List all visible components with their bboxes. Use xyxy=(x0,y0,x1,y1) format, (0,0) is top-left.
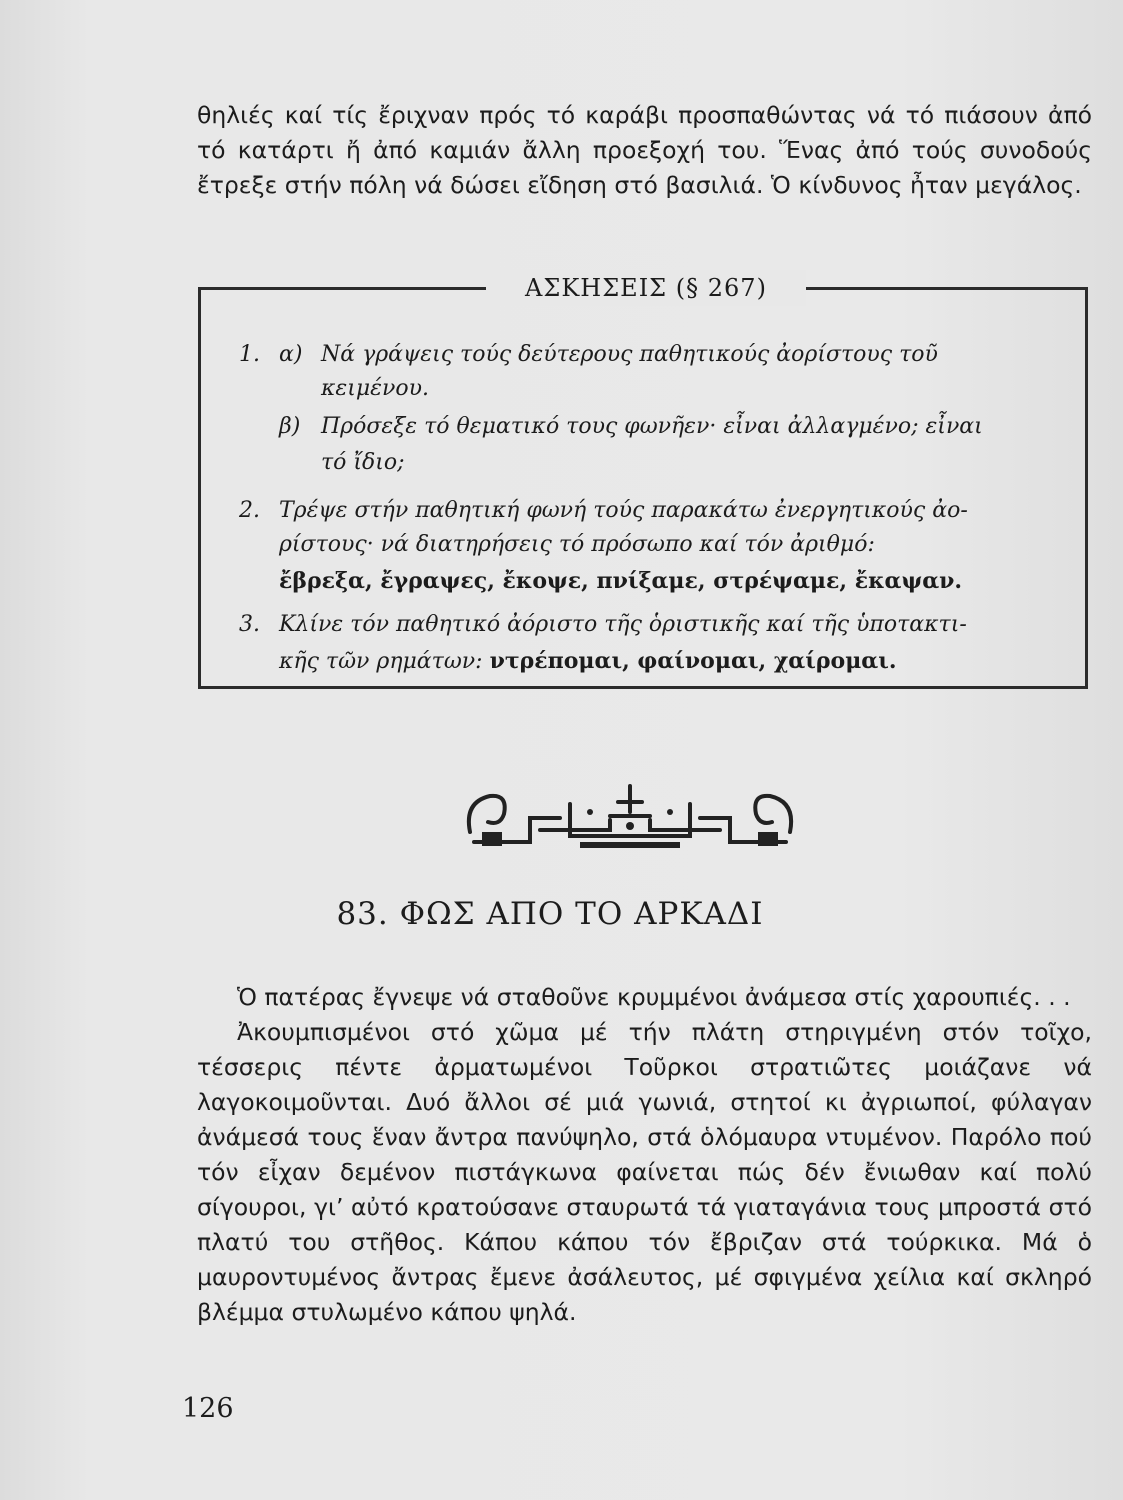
section-title: 83. ΦΩΣ ΑΠΟ ΤΟ ΑΡΚΑΔΙ xyxy=(336,896,764,932)
exercise-1a xyxy=(239,338,1049,372)
main-paragraph: Ἀκουμπισμένοι στό χῶμα μέ τήν πλάτη στηριγμένη στόν τοῖχο, τέσσερις πέντε ἀρματωμένοι Τοῦρκοι στρατιῶτες μοιάζανε νά λαγοκοιμοῦνται. Δυό ἄλλοι σέ μιά γωνιά, στητοί κι ἀγριωποί, φύλαγαν ἀνάμεσά τους ἕναν ἄντρα πανύψηλο, στά ὁλόμαυρα ντυμένον. Παρόλο πού τόν εἶχαν δεμένον πιστάγκωνα φαίνεται πώς δέν ἔνιωθαν καί πολύ σίγουροι, γι’ αὐτό κρατούσανε σταυρωτά τά γιαταγάνια τους μπροστά στό πλατύ του στῆθος. Κάπου κάπου τόν ἔβριζαν στά τούρκικα. Μά ὁ μαυροντυμένος ἄντρας ἔμενε ἀσάλευτος, μέ σφιγμένα χείλια καί σκληρό βλέμμα στυλωμένο κάπου ψηλά. xyxy=(197,1018,1092,1326)
top-paragraph-text: θηλιές καί τίς ἔριχναν πρός τό καράβι προσπαθώντας νά τό πιάσουν ἀπό τό κατάρτι ἤ ἀπό καμιάν ἄλλη προεξοχή του. Ἕνας ἀπό τούς συνοδούς ἔτρεξε στήν πόλη νά δώσει εἴδηση στό βασιλιά. Ὁ κίνδυνος ἦταν μεγάλος. xyxy=(197,101,1092,199)
exercise-sub-label: β) xyxy=(279,414,301,439)
exercise-2-cont xyxy=(279,528,1049,562)
exercise-text: κῆς τῶν ρημάτων: xyxy=(279,649,483,674)
exercise-verbs: ἔβρεξα, ἔγραψες, ἔκοψε, πνίξαμε, στρέψαμε, ἔκαψαν. xyxy=(279,568,963,594)
exercise-verbs: ντρέπομαι, φαίνομαι, χαίρομαι. xyxy=(489,648,897,674)
exercise-text: Τρέψε στήν παθητική φωνή τούς παρακάτω ἐνεργητικούς ἀο- xyxy=(279,498,968,523)
exercise-number: 2. xyxy=(239,498,260,523)
exercise-2-words xyxy=(279,564,1049,599)
top-paragraph xyxy=(197,98,1092,203)
main-paragraph: Ὁ πατέρας ἔγνεψε νά σταθοῦνε κρυμμένοι ἀνάμεσα στίς χαρουπιές. . . xyxy=(237,983,1071,1011)
page-number: 126 xyxy=(182,1393,234,1424)
exercise-3-cont xyxy=(279,644,1049,679)
decorative-ornament-icon xyxy=(460,782,800,854)
exercise-1a-cont xyxy=(321,372,1049,406)
exercise-2 xyxy=(239,494,1049,528)
main-text xyxy=(197,980,1092,1330)
exercises-title: ΑΣΚΗΣΕΙΣ (§ 267) xyxy=(486,270,806,306)
exercises-box xyxy=(198,274,1088,689)
exercise-3 xyxy=(239,608,1049,642)
exercise-sub-label: α) xyxy=(279,342,303,367)
exercise-text: Πρόσεξε τό θεματικό τους φωνῆεν· εἶναι ἀλλαγμένο; εἶναι xyxy=(321,414,983,439)
exercise-number: 3. xyxy=(239,612,260,637)
exercise-text: Κλίνε τόν παθητικό ἀόριστο τῆς ὁριστικῆς καί τῆς ὑποτακτι- xyxy=(279,612,967,637)
exercise-1b xyxy=(279,410,1049,444)
exercise-1b-cont xyxy=(321,446,1049,480)
exercise-number: 1. xyxy=(239,342,260,367)
exercise-text: κειμένου. xyxy=(321,376,429,401)
exercise-text: Νά γράψεις τούς δεύτερους παθητικούς ἀορίστους τοῦ xyxy=(321,342,938,367)
exercise-text: τό ἴδιο; xyxy=(321,450,405,475)
exercise-text: ρίστους· νά διατηρήσεις τό πρόσωπο καί τόν ἀριθμό: xyxy=(279,532,875,557)
